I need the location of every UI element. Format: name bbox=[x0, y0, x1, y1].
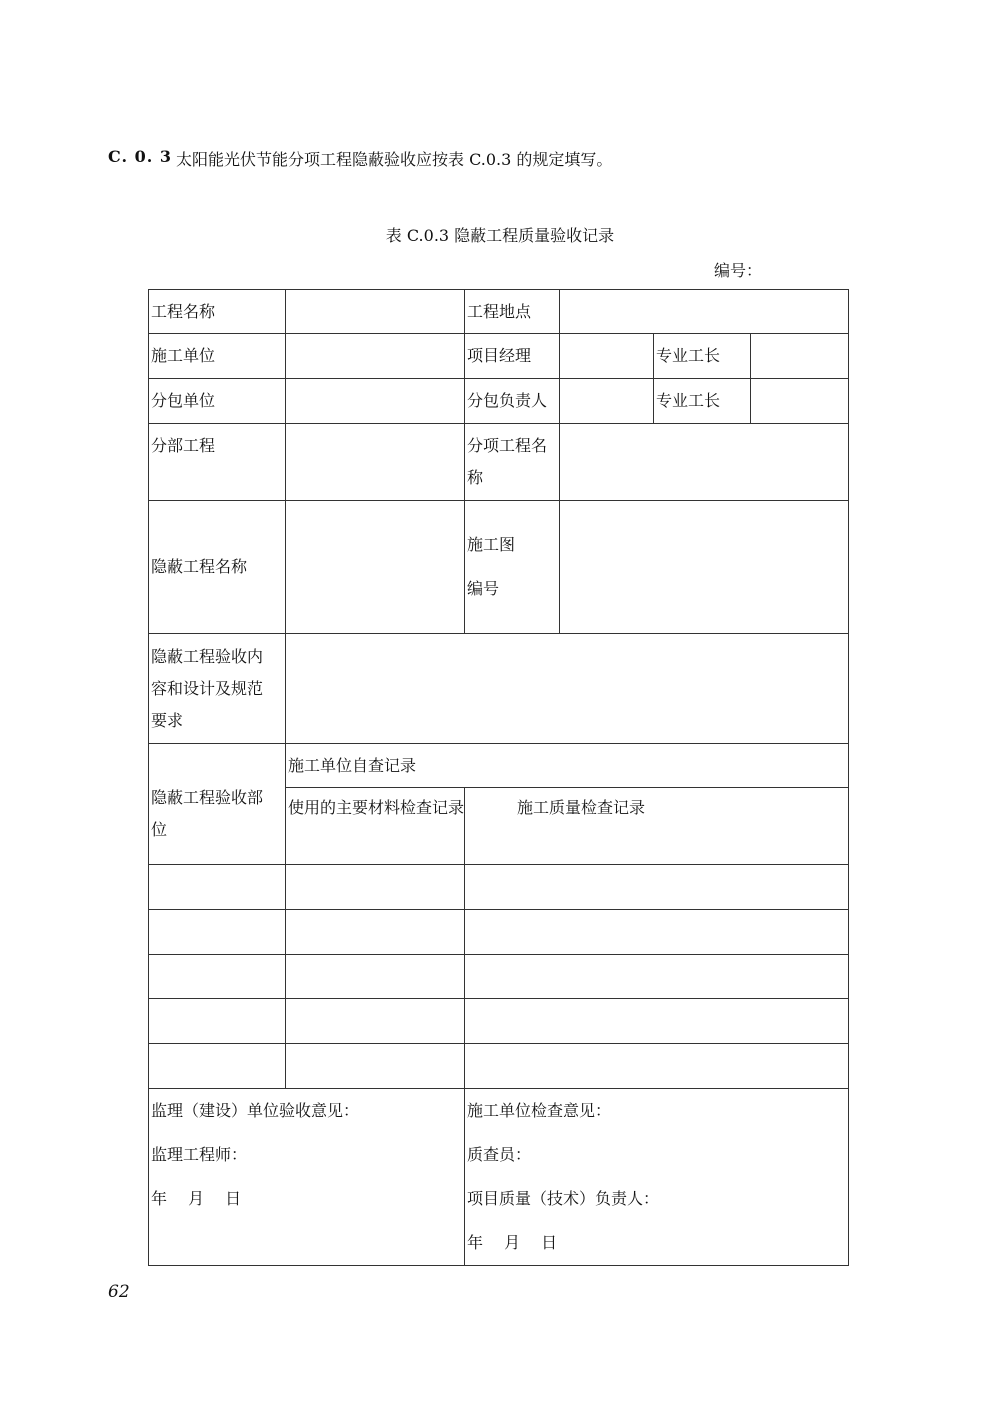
label-project-manager: 项目经理 bbox=[465, 334, 560, 379]
input-hidden-work-name[interactable] bbox=[286, 501, 465, 634]
label-subitem-name bbox=[465, 424, 560, 501]
acceptance-content-line2: 容和设计及规范 bbox=[151, 678, 264, 698]
input-drawing-no[interactable] bbox=[560, 501, 849, 634]
date-left-label: 年 月 日 bbox=[151, 1189, 242, 1208]
table-cell[interactable] bbox=[286, 955, 465, 999]
label-self-check-record: 施工单位自查记录 bbox=[286, 744, 849, 788]
table-cell[interactable] bbox=[286, 865, 465, 910]
label-foreman: 专业工长 bbox=[654, 334, 751, 379]
table-cell[interactable] bbox=[465, 1044, 849, 1089]
input-acceptance-content[interactable] bbox=[286, 634, 849, 744]
table-cell[interactable] bbox=[286, 1044, 465, 1089]
drawing-no-line1: 施工图 bbox=[467, 535, 516, 554]
supervision-engineer-label: 监理工程师： bbox=[151, 1145, 248, 1164]
supervision-opinion-cell[interactable] bbox=[149, 1089, 465, 1266]
label-division-work: 分部工程 bbox=[149, 424, 286, 501]
page-number: 62 bbox=[108, 1282, 130, 1302]
label-drawing-no bbox=[465, 501, 560, 634]
clause-number: C. 0. 3 bbox=[108, 147, 172, 166]
label-project-name: 工程名称 bbox=[149, 290, 286, 334]
input-subitem-name[interactable] bbox=[560, 424, 849, 501]
label-material-check-record: 使用的主要材料检查记录 bbox=[286, 788, 465, 865]
table-cell[interactable] bbox=[465, 865, 849, 910]
label-acceptance-part bbox=[149, 744, 286, 865]
quality-leader-label: 项目质量（技术）负责人： bbox=[467, 1189, 660, 1208]
input-foreman-2[interactable] bbox=[751, 379, 849, 424]
label-project-location: 工程地点 bbox=[465, 290, 560, 334]
input-project-name[interactable] bbox=[286, 290, 465, 334]
label-hidden-work-name: 隐蔽工程名称 bbox=[149, 501, 286, 634]
table-cell[interactable] bbox=[149, 910, 286, 955]
table-cell[interactable] bbox=[149, 955, 286, 999]
supervision-opinion-label: 监理（建设）单位验收意见： bbox=[151, 1101, 360, 1120]
acceptance-part-line2: 位 bbox=[151, 820, 168, 839]
table-title: 表 C.0.3 隐蔽工程质量验收记录 bbox=[385, 226, 615, 245]
table-cell[interactable] bbox=[149, 1044, 286, 1089]
input-division-work[interactable] bbox=[286, 424, 465, 501]
table-cell[interactable] bbox=[149, 865, 286, 910]
table-cell[interactable] bbox=[149, 999, 286, 1044]
date-right-label: 年 月 日 bbox=[467, 1233, 558, 1252]
label-subcontract-unit: 分包单位 bbox=[149, 379, 286, 424]
subitem-name-line2: 称 bbox=[467, 468, 484, 487]
input-subcontract-leader[interactable] bbox=[560, 379, 654, 424]
table-cell[interactable] bbox=[286, 910, 465, 955]
acceptance-content-line3: 要求 bbox=[151, 710, 184, 730]
label-subcontract-leader: 分包负责人 bbox=[465, 379, 560, 424]
table-cell[interactable] bbox=[465, 910, 849, 955]
label-foreman-2: 专业工长 bbox=[654, 379, 751, 424]
serial-number-label: 编号： bbox=[714, 261, 763, 280]
label-acceptance-content bbox=[149, 634, 286, 744]
input-project-location[interactable] bbox=[560, 290, 849, 334]
table-cell[interactable] bbox=[465, 999, 849, 1044]
acceptance-record-table bbox=[148, 289, 849, 1266]
construction-opinion-label: 施工单位检查意见： bbox=[467, 1101, 612, 1120]
clause-text: 太阳能光伏节能分项工程隐蔽验收应按表 C.0.3 的规定填写。 bbox=[176, 150, 613, 169]
table-cell[interactable] bbox=[286, 999, 465, 1044]
subitem-name-line1: 分项工程名 bbox=[467, 436, 548, 455]
input-project-manager[interactable] bbox=[560, 334, 654, 379]
input-construction-unit[interactable] bbox=[286, 334, 465, 379]
input-foreman[interactable] bbox=[751, 334, 849, 379]
label-construction-unit: 施工单位 bbox=[149, 334, 286, 379]
label-quality-check-record: 施工质量检查记录 bbox=[465, 788, 849, 865]
construction-opinion-cell[interactable] bbox=[465, 1089, 849, 1266]
inspector-label: 质查员： bbox=[467, 1145, 532, 1164]
input-subcontract-unit[interactable] bbox=[286, 379, 465, 424]
acceptance-part-line1: 隐蔽工程验收部 bbox=[151, 788, 264, 807]
table-cell[interactable] bbox=[465, 955, 849, 999]
acceptance-content-line1: 隐蔽工程验收内 bbox=[151, 646, 264, 666]
drawing-no-line2: 编号 bbox=[467, 579, 500, 598]
